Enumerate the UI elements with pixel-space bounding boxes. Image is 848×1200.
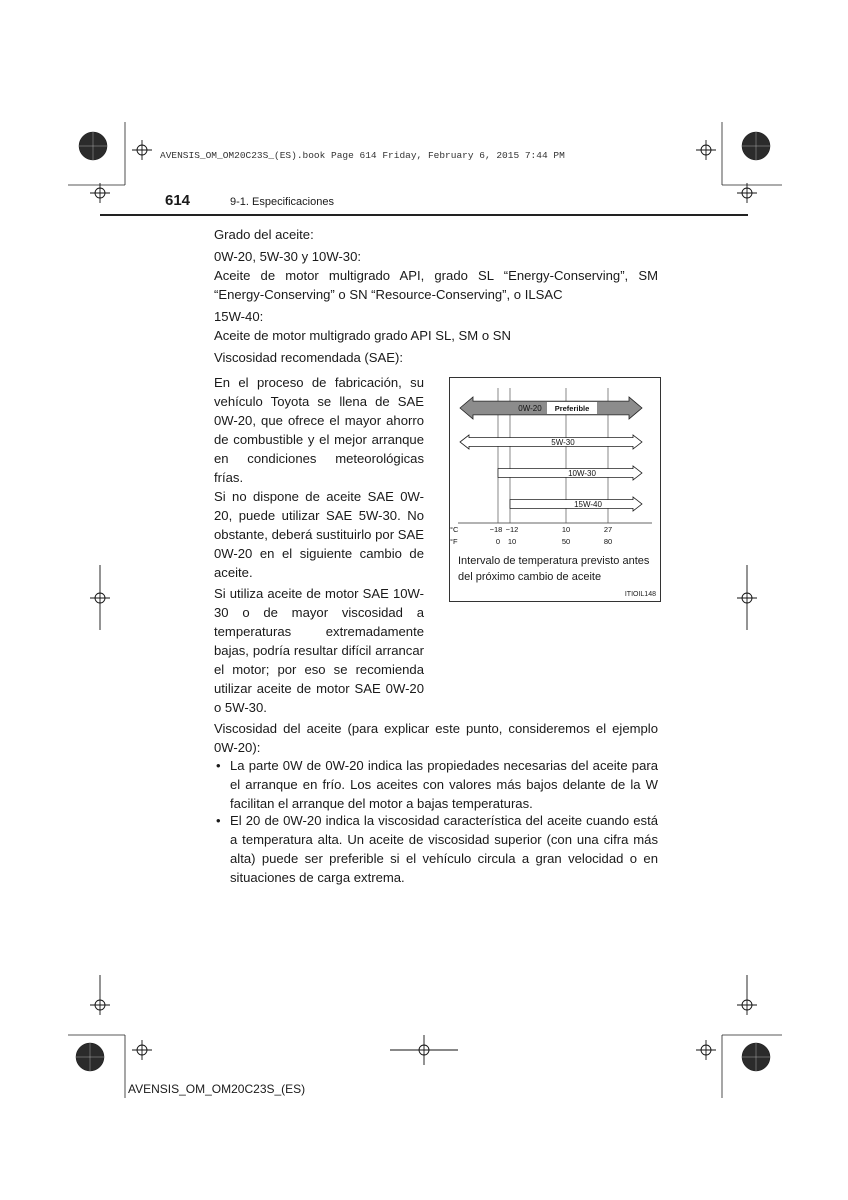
bar-label: 0W-20	[518, 404, 542, 413]
tick-label-celsius: −18	[489, 525, 503, 534]
grade-a-text: Aceite de motor multigrado API, grado SL “Energy-Conserving”, SM “Energy-Conserving” o SN “Resource-Conserving”, o ILSAC	[214, 268, 658, 302]
tick-label-celsius: 27	[603, 525, 613, 534]
viscosity-chart	[450, 378, 660, 546]
bar-label: 15W-40	[574, 500, 602, 509]
bullet-text: El 20 de 0W-20 indica la viscosidad característica del aceite cuando está a temperatura alta. Un aceite de viscosidad superior (con una cifra más alta) puede ser preferible si el vehículo circula a gran velocidad o en situaciones de carga extrema.	[230, 813, 658, 885]
unit-fahrenheit: °F	[450, 537, 458, 546]
section-title: 9-1. Especificaciones	[230, 196, 334, 208]
bar-label: 5W-30	[551, 438, 575, 447]
grade-b-label: 15W-40:	[214, 309, 264, 324]
figure-code: ITIOIL148	[624, 591, 656, 598]
tick-label-fahrenheit: 80	[603, 537, 613, 546]
grade-a-label: 0W-20, 5W-30 y 10W-30:	[214, 249, 362, 264]
unit-celsius: °C	[450, 525, 459, 534]
tick-label-fahrenheit: 0	[495, 537, 501, 546]
alternative-oil-paragraph: Si no dispone de aceite SAE 0W-20, puede utilizar SAE 5W-30. No obstante, deberá sustituirlo por SAE 0W-20 en el siguiente cambio de aceite.	[214, 489, 424, 580]
tick-label-fahrenheit: 10	[507, 537, 517, 546]
page-number: 614	[165, 192, 191, 209]
grade-b-text: Aceite de motor multigrado grado API SL, SM o SN	[214, 328, 511, 343]
header-divider	[100, 214, 748, 216]
figure-caption: Intervalo de temperatura previsto antes del próximo cambio de aceite	[458, 555, 650, 583]
bullet-mark: •	[216, 758, 221, 773]
preferred-tag: Preferible	[554, 404, 590, 413]
tick-label-celsius: −12	[505, 525, 519, 534]
bullet-item	[216, 811, 658, 887]
bar-label: 10W-30	[568, 469, 596, 478]
tick-label-celsius: 10	[561, 525, 571, 534]
footer-code: AVENSIS_OM_OM20C23S_(ES)	[128, 1082, 306, 1096]
grade-title: Grado del aceite:	[214, 227, 314, 242]
low-temp-warning-paragraph: Si utiliza aceite de motor SAE 10W-30 o de mayor viscosidad a temperaturas extremadamente bajas, podría resultar difícil arrancar el motor; por eso se recomienda utilizar aceite de motor SAE 0W-20 o 5W-30.	[214, 586, 424, 715]
explain-title: Viscosidad del aceite (para explicar este punto, consideremos el ejemplo 0W-20):	[214, 721, 658, 755]
print-info-line: AVENSIS_OM_OM20C23S_(ES).book Page 614 Friday, February 6, 2015 7:44 PM	[160, 150, 565, 161]
bullet-item	[216, 756, 658, 813]
viscosity-title: Viscosidad recomendada (SAE):	[214, 350, 403, 365]
viscosity-temperature-figure	[449, 377, 661, 602]
factory-fill-paragraph: En el proceso de fabricación, su vehículo Toyota se llena de SAE 0W-20, que ofrece el mayor ahorro de combustible y el mejor arranque en condiciones meteorológicas frías.	[214, 375, 424, 485]
bullet-text: La parte 0W de 0W-20 indica las propiedades necesarias del aceite para el arranque en frío. Los aceites con valores más bajos delante de la W facilitan el arranque del motor a bajas temperaturas.	[230, 758, 658, 811]
bullet-mark: •	[216, 813, 221, 828]
tick-label-fahrenheit: 50	[561, 537, 571, 546]
